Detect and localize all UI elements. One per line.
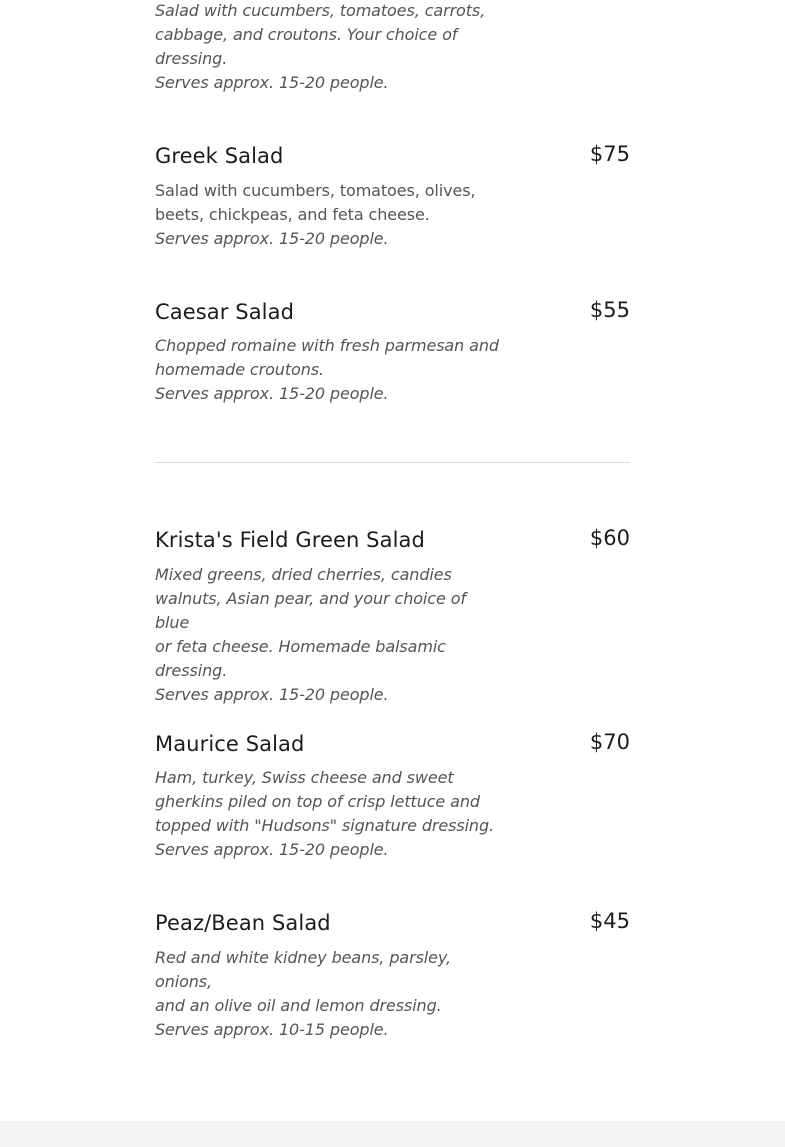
item-description [155, 179, 500, 251]
desc-line: dressing. [155, 49, 228, 68]
desc-line: Salad with cucumbers, tomatoes, carrots, [155, 1, 486, 20]
item-price: $60 [589, 526, 630, 550]
desc-line: Salad with cucumbers, tomatoes, olives, [155, 181, 476, 200]
item-description [155, 0, 500, 95]
item-price: $55 [589, 298, 630, 322]
item-price: $70 [589, 730, 630, 754]
serves-note: Serves approx. 15-20 people. [155, 685, 389, 704]
desc-line: and an olive oil and lemon dressing. [155, 996, 442, 1015]
desc-line: Ham, turkey, Swiss cheese and sweet [155, 768, 454, 787]
item-description [155, 766, 500, 862]
item-name: Caesar Salad [155, 300, 295, 324]
serves-note: Serves approx. 15-20 people. [155, 229, 389, 248]
desc-line: beets, chickpeas, and feta cheese. [155, 205, 430, 224]
item-name: Krista's Field Green Salad [155, 528, 425, 552]
section-divider [155, 462, 630, 463]
item-price: $75 [589, 142, 630, 166]
desc-line: or feta cheese. Homemade balsamic [155, 637, 446, 656]
item-description [155, 563, 500, 707]
serves-note: Serves approx. 15-20 people. [155, 840, 389, 859]
desc-line: homemade croutons. [155, 360, 324, 379]
serves-note: Serves approx. 10-15 people. [155, 1020, 389, 1039]
desc-line: cabbage, and croutons. Your choice of [155, 25, 458, 44]
item-name: Peaz/Bean Salad [155, 911, 331, 935]
item-name: Maurice Salad [155, 732, 305, 756]
desc-line: walnuts, Asian pear, and your choice of blue [155, 589, 466, 632]
desc-line: dressing. [155, 661, 228, 680]
desc-line: Red and white kidney beans, parsley, onions, [155, 948, 452, 991]
desc-line: gherkins piled on top of crisp lettuce and [155, 792, 480, 811]
item-description [155, 946, 500, 1042]
footer-band [0, 1121, 785, 1147]
item-name: Greek Salad [155, 144, 284, 168]
desc-line: topped with "Hudsons" signature dressing. [155, 816, 495, 835]
serves-note: Serves approx. 15-20 people. [155, 384, 389, 403]
item-price: $45 [589, 909, 630, 933]
item-description [155, 334, 500, 406]
desc-line: Chopped romaine with fresh parmesan and [155, 336, 499, 355]
desc-line: Mixed greens, dried cherries, candies [155, 565, 452, 584]
serves-note: Serves approx. 15-20 people. [155, 73, 389, 92]
